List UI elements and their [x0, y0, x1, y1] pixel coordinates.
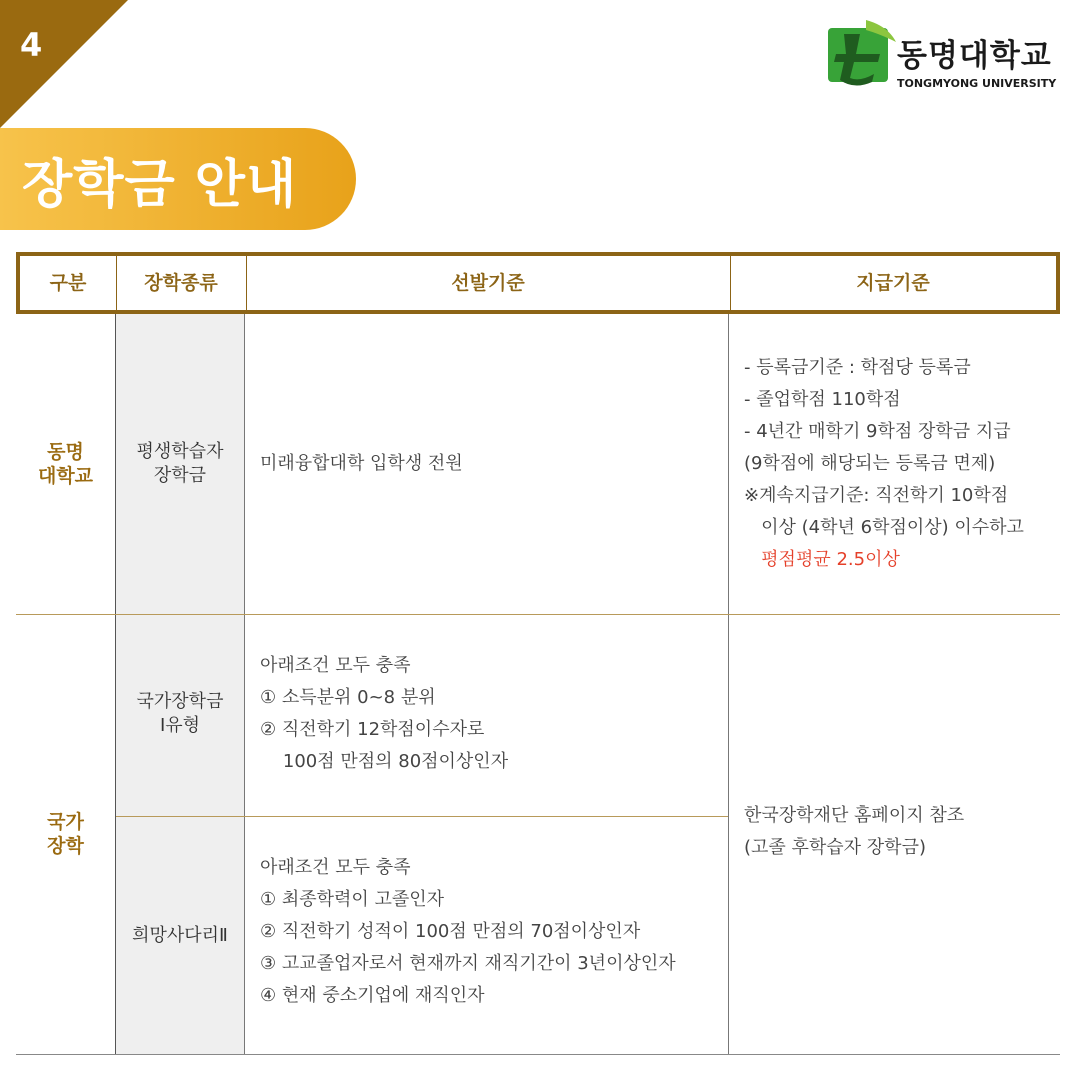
row1-kind-line: 평생학습자	[136, 441, 224, 462]
page-title: 장학금 안내	[22, 155, 298, 215]
row2-sub1-kind	[116, 690, 244, 738]
criteria-line: ② 직전학기 성적이 100점 만점의 70점이상인자	[260, 921, 641, 942]
payment-line: - 4년간 매학기 9학점 장학금 지급	[744, 421, 1011, 442]
header-criteria: 선발기준	[451, 272, 525, 294]
criteria-line: ③ 고교졸업자로서 현재까지 재직기간이 3년이상인자	[260, 953, 676, 974]
payment-line: ※계속지급기준: 직전학기 10학점	[744, 485, 1009, 506]
page-number: 4	[20, 26, 43, 64]
payment-line: - 졸업학점 110학점	[744, 389, 901, 410]
row1-category	[16, 440, 115, 488]
table-header	[16, 252, 1060, 314]
logo-name-korean: 동명대학교	[897, 38, 1052, 74]
column-divider	[244, 314, 245, 1054]
row1-category-line: 대학교	[37, 465, 94, 487]
payment-line: 한국장학재단 홈페이지 참조	[744, 805, 965, 826]
sub1-kind-line: 국가장학금	[136, 691, 224, 712]
row2-category	[16, 810, 115, 858]
payment-line: - 등록금기준 : 학점당 등록금	[744, 357, 971, 378]
criteria-line: ④ 현재 중소기업에 재직인자	[260, 985, 485, 1006]
payment-line: (고졸 후학습자 장학금)	[744, 837, 926, 858]
row2-category-line: 국가	[47, 811, 84, 833]
criteria-line: ① 최종학력이 고졸인자	[260, 889, 445, 910]
header-category: 구분	[49, 272, 87, 294]
row1-kind	[116, 440, 244, 488]
payment-line: (9학점에 해당되는 등록금 면제)	[744, 453, 996, 474]
payment-highlight: 평점평균 2.5이상	[744, 549, 900, 570]
table-bottom-border	[16, 1054, 1060, 1055]
page-number-corner	[0, 0, 128, 128]
column-divider	[728, 314, 729, 1054]
row2-sub2-kind	[116, 924, 244, 948]
row2-sub2-criteria	[260, 852, 676, 1012]
criteria-line: 100점 만점의 80점이상인자	[260, 751, 509, 772]
row1-payment	[744, 352, 1024, 576]
header-payment: 지급기준	[856, 272, 930, 294]
row1-criteria: 미래융합대학 입학생 전원	[260, 453, 463, 474]
payment-line: 이상 (4학년 6학점이상) 이수하고	[744, 517, 1024, 538]
sub1-kind-line: Ⅰ유형	[159, 715, 201, 736]
criteria-line: ① 소득분위 0~8 분위	[260, 687, 436, 708]
subrow-divider	[116, 816, 728, 817]
header-kind: 장학종류	[144, 272, 218, 294]
criteria-line: 아래조건 모두 충족	[260, 655, 411, 676]
row1-category-line: 동명	[47, 441, 84, 463]
sub2-kind-line: 희망사다리Ⅱ	[132, 925, 228, 946]
row2-sub1-criteria	[260, 650, 508, 778]
row2-category-line: 장학	[47, 835, 84, 857]
row2-payment	[744, 800, 964, 864]
logo-name-english: TONGMYONG UNIVERSITY	[897, 77, 1057, 90]
row1-kind-line: 장학금	[153, 465, 207, 486]
row-divider	[16, 614, 1060, 615]
criteria-line: 아래조건 모두 충족	[260, 857, 411, 878]
criteria-line: ② 직전학기 12학점이수자로	[260, 719, 485, 740]
